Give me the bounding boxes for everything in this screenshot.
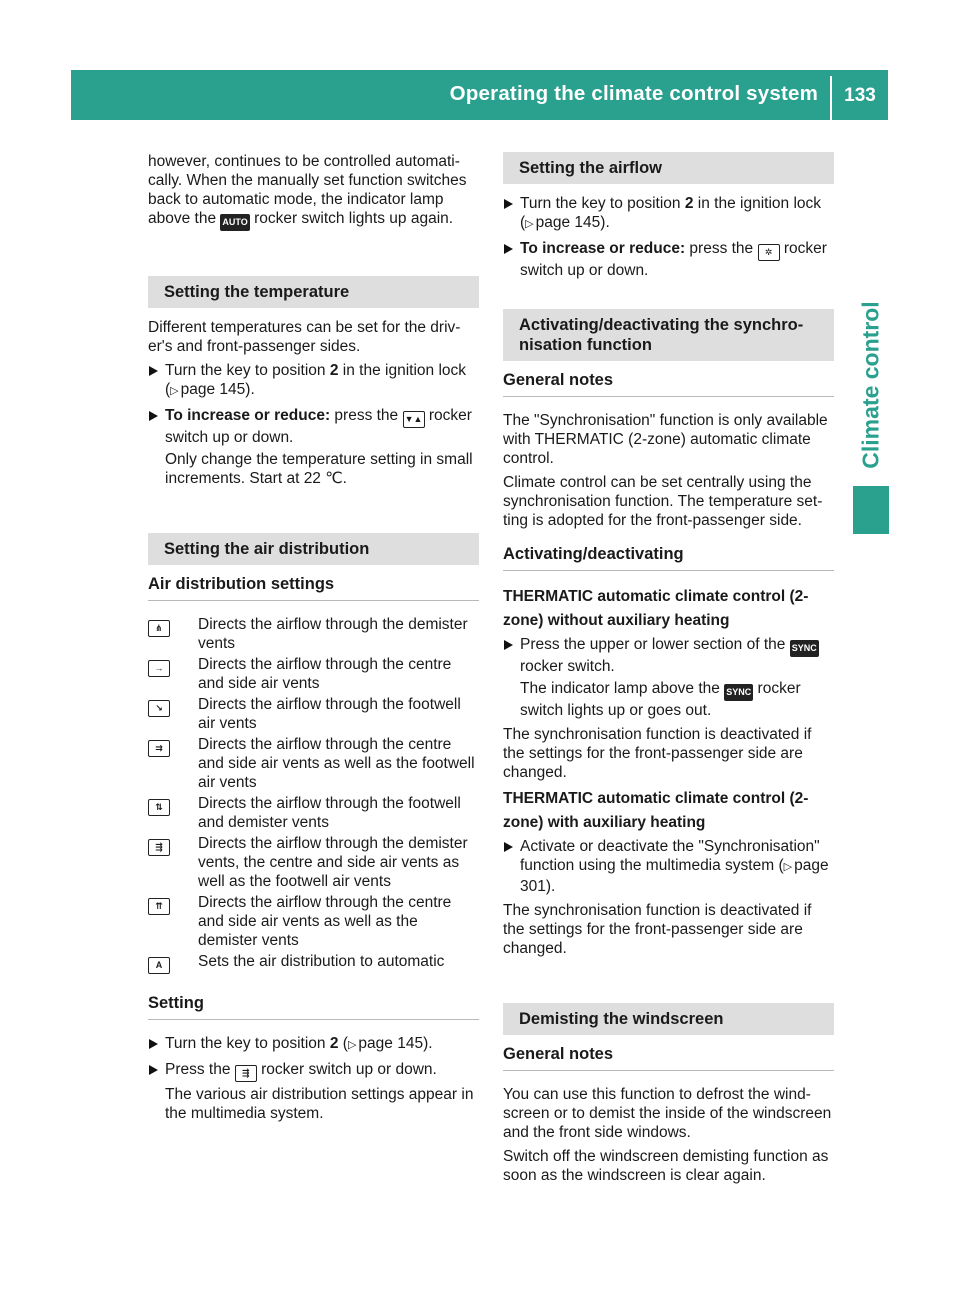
footwell-icon: ↘	[148, 700, 170, 717]
demist-paragraph-2: Switch off the windscreen demisting function as soon as the windscreen is clear again.	[503, 1148, 829, 1184]
row-text: Directs the airflow through the centre and side air vents as well as the demister vents	[198, 894, 452, 949]
row-text: Sets the air distribution to automatic	[198, 953, 445, 970]
table-row	[148, 834, 479, 893]
step-text: rocker switch.	[520, 658, 615, 675]
section-heading-airflow: Setting the airflow	[503, 152, 834, 184]
centre-demister-icon: ⇈	[148, 898, 170, 915]
page-reference[interactable]: ▷ page 145).	[170, 381, 255, 398]
intro-text: however, continues to be controlled automati-cally. When the manually set function switches back to automatic mode, the indicator lamp above the	[148, 153, 467, 227]
row-text: Directs the airflow through the centre and side air vents	[198, 656, 452, 692]
step-text: rocker switch up or down.	[165, 407, 472, 446]
sync-paragraph-1: The "Synchronisation" function is only available with THERMATIC (2-zone) automatic climate control.	[503, 412, 828, 467]
step-bold: To increase or reduce:	[165, 407, 331, 424]
table-row	[148, 695, 479, 735]
auto-distribution-icon: A	[148, 957, 170, 974]
table-row	[148, 655, 479, 695]
temperature-description: Different temperatures can be set for the driv-er's and front-passenger sides.	[148, 319, 461, 355]
left-column	[148, 152, 479, 1128]
sync-icon: SYNC	[724, 684, 753, 701]
subheading-demist-general-notes: General notes	[503, 1045, 834, 1071]
subheading-general-notes: General notes	[503, 371, 834, 397]
intro-end-text: rocker switch lights up again.	[254, 210, 454, 227]
setting-step-1: Turn the key to position 2 (▷ page 145).	[148, 1034, 479, 1055]
subheading-setting: Setting	[148, 994, 479, 1020]
row-text: Directs the airflow through the centre and side air vents as well as the footwell air vents	[198, 736, 475, 791]
thermatic-with-heating-step: Activate or deactivate the "Synchronisation" function using the multimedia system (▷ page 301).	[503, 837, 834, 896]
airflow-step-1: Turn the key to position 2 in the ignition lock (▷ page 145).	[503, 194, 834, 234]
demist-paragraph-1: You can use this function to defrost the wind-screen or to demist the inside of the windscreen and the front side windows.	[503, 1086, 832, 1141]
page-header	[71, 70, 888, 120]
step-text: Activate or deactivate the "Synchronisation" function using the multimedia system	[520, 838, 820, 874]
page-number: 133	[844, 85, 876, 106]
air-distribution-rocker-icon: ⇶	[235, 1065, 257, 1082]
temperature-rocker-icon: ▼▲	[403, 411, 425, 428]
temperature-step-1: Turn the key to position 2 in the ignition lock (▷ page 145).	[148, 361, 479, 401]
setting-step-2	[148, 1060, 479, 1123]
row-text: Directs the airflow through the demister vents	[198, 616, 468, 652]
step-text: Turn the key to position	[165, 362, 326, 379]
step-text: in the ignition lock	[342, 362, 467, 379]
step-text: Press the	[165, 1061, 231, 1078]
step-text: Turn the key to position	[520, 195, 681, 212]
row-text: Directs the airflow through the footwell air vents	[198, 696, 461, 732]
centre-vent-icon: →	[148, 660, 170, 677]
page-reference[interactable]: ▷ page 145).	[525, 214, 610, 231]
side-tab	[853, 300, 889, 470]
thermatic-without-heating-paragraph: The synchronisation function is deactivated if the settings for the front-passenger side are changed.	[503, 726, 812, 781]
temperature-step-2	[148, 406, 479, 488]
step-note	[520, 679, 834, 720]
step-bold: 2	[329, 1035, 339, 1052]
airflow-step-2	[503, 239, 834, 280]
table-row	[148, 794, 479, 834]
step-bold: 2	[329, 362, 339, 379]
subheading-activating: Activating/deactivating	[503, 545, 834, 571]
step-text: press the	[334, 407, 399, 424]
step-note: The various air distribution settings appear in the multimedia system.	[165, 1086, 474, 1122]
side-tab-label: Climate control	[857, 301, 884, 469]
demister-icon: ⋔	[148, 620, 170, 637]
header-title: Operating the climate control system	[449, 82, 818, 105]
step-note: Only change the temperature setting in small increments. Start at 22 ℃.	[165, 451, 473, 487]
thermatic-with-heating-paragraph: The synchronisation function is deactivated if the settings for the front-passenger side are changed.	[503, 902, 812, 957]
table-row	[148, 952, 479, 976]
row-text: Directs the airflow through the footwell and demister vents	[198, 795, 461, 831]
step-text: rocker switch up or down.	[261, 1061, 437, 1078]
sync-icon: SYNC	[790, 640, 819, 657]
table-row	[148, 735, 479, 794]
subheading-air-distribution-settings: Air distribution settings	[148, 575, 479, 601]
sync-paragraph-2: Climate control can be set centrally using the synchronisation function. The temperature set-ting is adopted for the front-passenger side.	[503, 474, 823, 529]
step-text: press the	[689, 240, 754, 257]
fan-icon: ✲	[758, 244, 780, 261]
right-column	[503, 152, 834, 1190]
air-distribution-table	[148, 615, 479, 976]
step-text: The indicator lamp above the	[520, 680, 720, 697]
intro-paragraph	[148, 152, 479, 231]
table-row	[148, 893, 479, 952]
thermatic-without-heating-heading: THERMATIC automatic climate control (2-zone) without auxiliary heating	[503, 588, 809, 629]
step-text: in the ignition lock	[697, 195, 822, 212]
step-bold: 2	[684, 195, 694, 212]
centre-footwell-icon: ⇉	[148, 740, 170, 757]
page-reference[interactable]: ▷ page 301).	[520, 857, 829, 895]
section-heading-temperature: Setting the temperature	[148, 276, 479, 308]
section-heading-air-distribution: Setting the air distribution	[148, 533, 479, 565]
row-text: Directs the airflow through the demister vents, the centre and side air vents as well as the footwell air vents	[198, 835, 468, 890]
step-text: rocker switch up or down.	[520, 240, 827, 279]
section-heading-synchronisation: Activating/deactivating the synchro-nisation function	[503, 309, 834, 361]
thermatic-without-heating-step	[503, 635, 834, 720]
all-vents-icon: ⇶	[148, 839, 170, 856]
step-bold: To increase or reduce:	[520, 240, 686, 257]
footwell-demister-icon: ⇅	[148, 799, 170, 816]
table-row	[148, 615, 479, 655]
step-text: rocker switch lights up or goes out.	[520, 680, 801, 719]
step-text: Turn the key to position	[165, 1035, 326, 1052]
page-reference[interactable]: ▷ page 145).	[348, 1035, 433, 1052]
auto-icon: AUTO	[220, 214, 249, 231]
thermatic-with-heating-heading: THERMATIC automatic climate control (2-zone) with auxiliary heating	[503, 790, 809, 831]
step-text: Press the upper or lower section of the	[520, 636, 786, 653]
section-heading-demisting: Demisting the windscreen	[503, 1003, 834, 1035]
side-tab-marker	[853, 486, 889, 534]
